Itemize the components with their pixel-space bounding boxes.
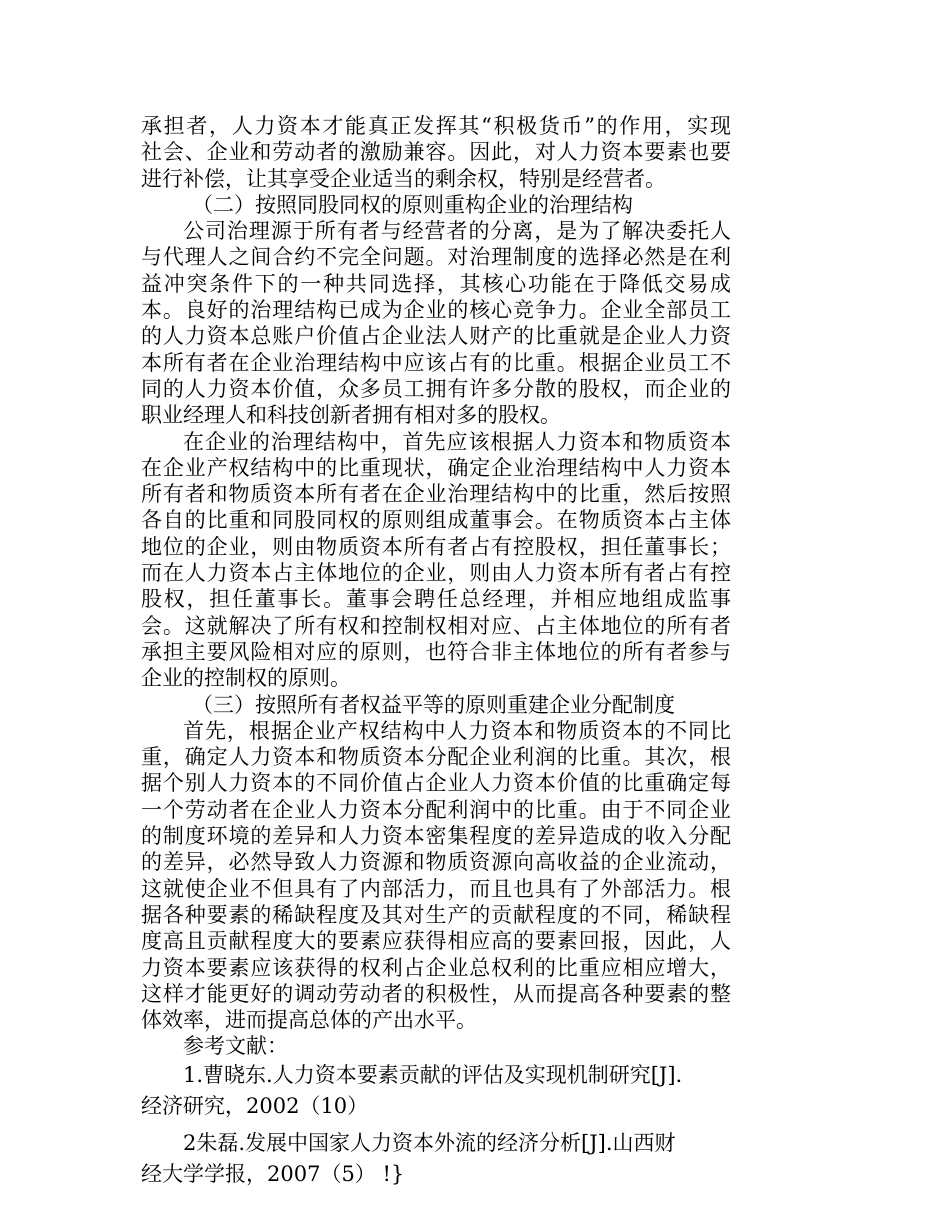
text-line: 地位的企业，则由物质资本所有者占有控股权，担任董事长； (141, 534, 731, 559)
paragraph (141, 718, 731, 1034)
document-page (141, 113, 731, 1190)
text-line: 企业的控制权的原则。 (141, 666, 351, 691)
reference-line: 经济研究，2002（10） (141, 1093, 369, 1118)
text-line: 参考文献： (183, 1034, 288, 1059)
text-line: 重，确定人力资本和物质资本分配企业利润的比重。其次，根 (141, 745, 731, 770)
text-line: 的制度环境的差异和人力资本密集程度的差异造成的收入分配 (141, 824, 731, 849)
reference-list (141, 1060, 731, 1190)
text-line: 的人力资本总账户价值占企业法人财产的比重就是企业人力资 (141, 324, 731, 349)
text-line: 进行补偿，让其享受企业适当的剩余权，特别是经营者。 (141, 166, 666, 191)
reference-item (141, 1128, 731, 1190)
text-line: 承担者，人力资本才能真正发挥其“积极货币”的作用，实现 (141, 114, 731, 138)
text-line: 社会、企业和劳动者的激励兼容。因此，对人力资本要素也要 (141, 140, 731, 165)
text-line: 一个劳动者在企业人力资本分配利润中的比重。由于不同企业 (141, 797, 731, 822)
text-line: 同的人力资本价值，众多员工拥有许多分散的股权，而企业的 (141, 376, 731, 401)
body-text (141, 113, 731, 1060)
text-line: 各自的比重和同股同权的原则组成董事会。在物质资本占主体 (141, 508, 731, 533)
text-line: 据各种要素的稀缺程度及其对生产的贡献程度的不同，稀缺程 (141, 902, 731, 927)
text-line: 力资本要素应该获得的权利占企业总权利的比重应相应增大， (141, 955, 731, 980)
text-line: （二）按照同股同权的原则重构企业的治理结构 (192, 192, 633, 217)
reference-line: 2朱磊.发展中国家人力资本外流的经济分析[J].山西财 (183, 1130, 676, 1155)
references-heading (141, 1033, 731, 1059)
section-heading (141, 192, 731, 218)
section-heading (141, 692, 731, 718)
text-line: 与代理人之间合约不完全问题。对治理制度的选择必然是在利 (141, 245, 731, 270)
text-line: 股权，担任董事长。董事会聘任总经理，并相应地组成监事 (141, 587, 731, 612)
reference-item (141, 1060, 731, 1122)
text-line: 会。这就解决了所有权和控制权相对应、占主体地位的所有者 (141, 613, 731, 638)
text-line: 本。良好的治理结构已成为企业的核心竞争力。企业全部员工 (141, 298, 731, 323)
text-line: 据个别人力资本的不同价值占企业人力资本价值的比重确定每 (141, 771, 731, 796)
text-line: 体效率，进而提高总体的产出水平。 (141, 1008, 477, 1033)
paragraph (141, 113, 731, 192)
text-line: 公司治理源于所有者与经营者的分离，是为了解决委托人 (183, 219, 731, 244)
text-line: 的差异，必然导致人力资源和物质资源向高收益的企业流动， (141, 850, 731, 875)
paragraph (141, 429, 731, 692)
text-line: （三）按照所有者权益平等的原则重建企业分配制度 (192, 692, 675, 717)
reference-line: 经大学学报，2007（5） !} (141, 1161, 405, 1186)
text-line: 在企业产权结构中的比重现状，确定企业治理结构中人力资本 (141, 455, 731, 480)
text-line: 本所有者在企业治理结构中应该占有的比重。根据企业员工不 (141, 350, 731, 375)
text-line: 而在人力资本占主体地位的企业，则由人力资本所有者占有控 (141, 561, 731, 586)
text-line: 首先，根据企业产权结构中人力资本和物质资本的不同比 (183, 718, 731, 743)
text-line: 这就使企业不但具有了内部活力，而且也具有了外部活力。根 (141, 876, 731, 901)
reference-line: 1.曹晓东.人力资本要素贡献的评估及实现机制研究[J]. (183, 1062, 683, 1087)
text-line: 在企业的治理结构中，首先应该根据人力资本和物质资本 (183, 429, 731, 454)
text-line: 这样才能更好的调动劳动者的积极性，从而提高各种要素的整 (141, 981, 731, 1006)
text-line: 所有者和物质资本所有者在企业治理结构中的比重，然后按照 (141, 482, 731, 507)
text-line: 承担主要风险相对应的原则，也符合非主体地位的所有者参与 (141, 639, 731, 664)
text-line: 度高且贡献程度大的要素应获得相应高的要素回报，因此，人 (141, 929, 731, 954)
text-line: 职业经理人和科技创新者拥有相对多的股权。 (141, 403, 561, 428)
paragraph (141, 218, 731, 428)
text-line: 益冲突条件下的一种共同选择，其核心功能在于降低交易成 (141, 271, 731, 296)
